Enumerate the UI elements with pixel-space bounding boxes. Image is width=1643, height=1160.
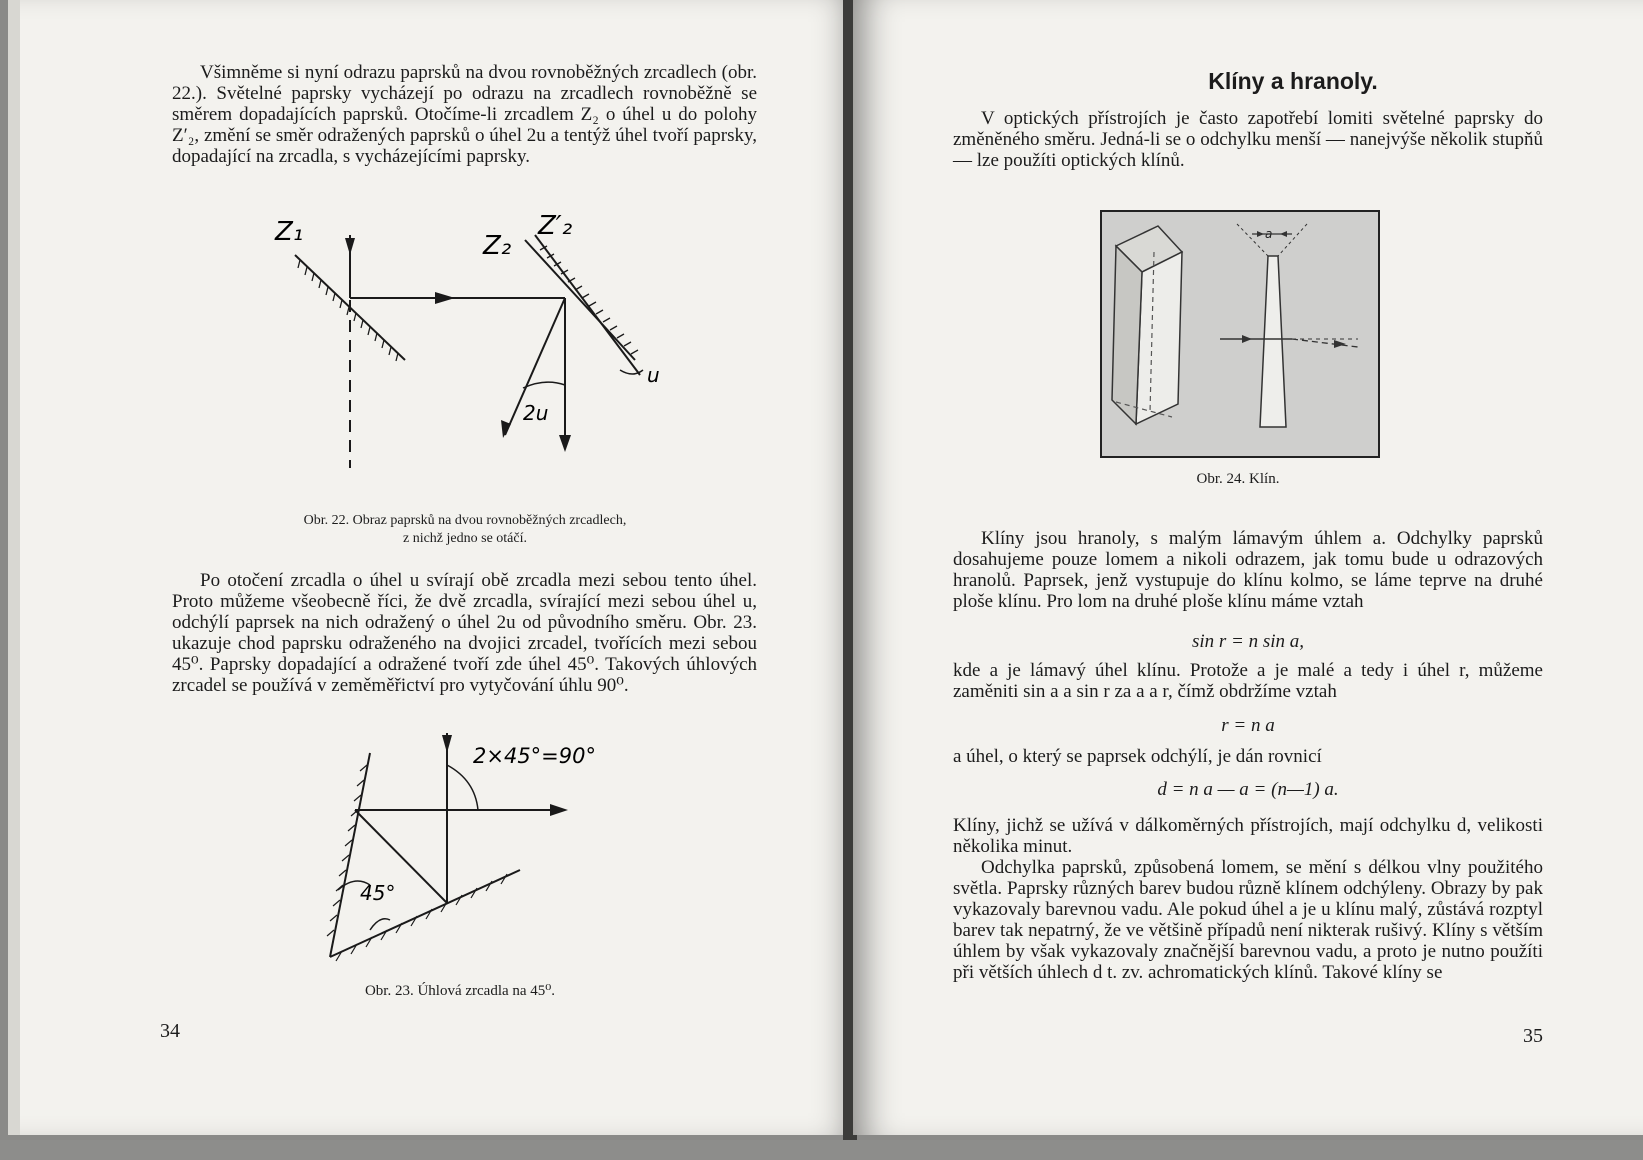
label-angle-formula: 2×45°=90° (473, 744, 596, 768)
page-number-right: 35 (1523, 1025, 1543, 1047)
paragraph-text: Všimněme si nyní odrazu paprsků na dvou rovnoběžných zrcadlech (obr. 22.). Světelné paprsky vycházejí po odrazu na zrcadlech rovnoběžně se směrem dopadajících paprsků. Otočíme-li zrcadlem Z₂ o úhel u do polohy Z′₂, změní se směr odražených paprsků o úhel 2u a tentýž úhel tvoří paprsky, dopadající na zrcadla, s vycházejícími paprsky. (172, 62, 757, 167)
caption-line-1: Obr. 22. Obraz paprsků na dvou rovnoběžných zrcadlech, (303, 513, 627, 528)
book-spread (8, 0, 1643, 1140)
formula-d: d = n a — a = (n—1) a. (1157, 779, 1339, 800)
label-2u: 2u (523, 401, 549, 425)
arrowhead-icon (442, 735, 452, 753)
section-heading: Klíny a hranoly. (1208, 68, 1378, 94)
label-z1: Z₁ (275, 217, 304, 247)
paragraph-text: Klíny, jichž se užívá v dálkoměrných přístrojích, mají odchylku d, velikosti několika minut. (953, 815, 1543, 857)
right-para-6 (953, 857, 1543, 983)
arrowhead-icon (345, 238, 355, 255)
label-z2: Z₂ (483, 231, 512, 261)
wedge-illustration (1102, 212, 1378, 456)
mirror-bottom (330, 870, 520, 957)
figure-24-photo (1100, 210, 1380, 458)
label-z2-prime: Z′₂ (538, 211, 573, 241)
figure-23-caption: Obr. 23. Úhlová zrcadla na 45⁰. (364, 983, 556, 999)
figure-24-caption: Obr. 24. Klín. (1196, 471, 1280, 487)
right-para-3 (953, 660, 1543, 702)
figure-22-diagram (255, 210, 675, 500)
mirror-z2 (525, 240, 635, 360)
paragraph-text: Po otočení zrcadla o úhel u svírají obě zrcadla mezi sebou tento úhel. Proto můžeme všeobecně říci, že dvě zrcadla, svírající mezi sebou úhel u, odchýlí paprsek na nich odražený o úhel 2u od původního směru. Obr. 23. ukazuje chod paprsku odraženého na dvojici zrcadel, tvořících mezi sebou 45⁰. Paprsky dopadající a odražené tvoří zde úhel 45⁰. Takových úhlových zrcadel se používá v zeměměřictví pro vytyčování úhlu 90⁰. (172, 570, 757, 696)
right-para-2 (953, 528, 1543, 612)
right-para-4 (953, 746, 1543, 767)
label-u: u (647, 363, 660, 387)
arrowhead-icon (550, 804, 568, 816)
caption-line-2: z nichž jedno se otáčí. (402, 531, 527, 546)
right-para-5 (953, 815, 1543, 857)
paragraph-text: kde a je lámavý úhel klínu. Protože a je malé a tedy i úhel r, můžeme zaměniti sin a a sin r za a a r, čímž obdržíme vztah (953, 660, 1543, 702)
formula-sin: sin r = n sin a, (1191, 631, 1305, 652)
arrowhead-icon (435, 292, 455, 304)
right-page (853, 0, 1643, 1135)
arrowhead-icon (559, 435, 571, 452)
figure-22-caption (195, 512, 735, 548)
left-para-2 (172, 570, 757, 696)
paragraph-text: a úhel, o který se paprsek odchýlí, je dán rovnicí (953, 746, 1322, 767)
paragraph-text: Klíny jsou hranoly, s malým lámavým úhlem a. Odchylky paprsků dosahujeme pouze lomem a nikoli odrazem, jak tomu bude u odrazových hranolů. Paprsek, jenž vystupuje do klínu kolmo, se láme teprve na druhé ploše klínu. Pro lom na druhé ploše klínu máme vztah (953, 528, 1543, 612)
page-number-left: 34 (160, 1020, 180, 1042)
mirror-left (330, 753, 370, 957)
label-45: 45° (360, 881, 396, 905)
figure-23-diagram (310, 725, 630, 965)
label-alpha: a (1265, 227, 1273, 241)
formula-r: r = n a (1221, 715, 1275, 736)
scanner-bed (0, 1140, 1643, 1160)
right-para-1 (953, 108, 1543, 171)
paragraph-text: Odchylka paprsků, způsobená lomem, se mění s délkou vlny použitého světla. Paprsky různých barev budou různě klínem odchýleny. Obrazy by pak vykazovaly barevnou vadu. Ale pokud úhel a je u klínu malý, zůstává rozptyl barev tak nepatrný, že ve většině případů není nikterak rušivý. Klíny s větším úhlem by však vykazovaly značnější barevnou vadu, a proto je nutno použíti při větších úhlech d t. zv. achromatických klínů. Takové klíny se (953, 857, 1543, 983)
left-para-1 (172, 62, 757, 167)
paragraph-text: V optických přístrojích je často zapotřebí lomiti světelné paprsky do změněného směru. Jedná-li se o odchylku menší — nanejvýše několik stupňů — lze použíti optických klínů. (953, 108, 1543, 171)
left-page (8, 0, 860, 1135)
